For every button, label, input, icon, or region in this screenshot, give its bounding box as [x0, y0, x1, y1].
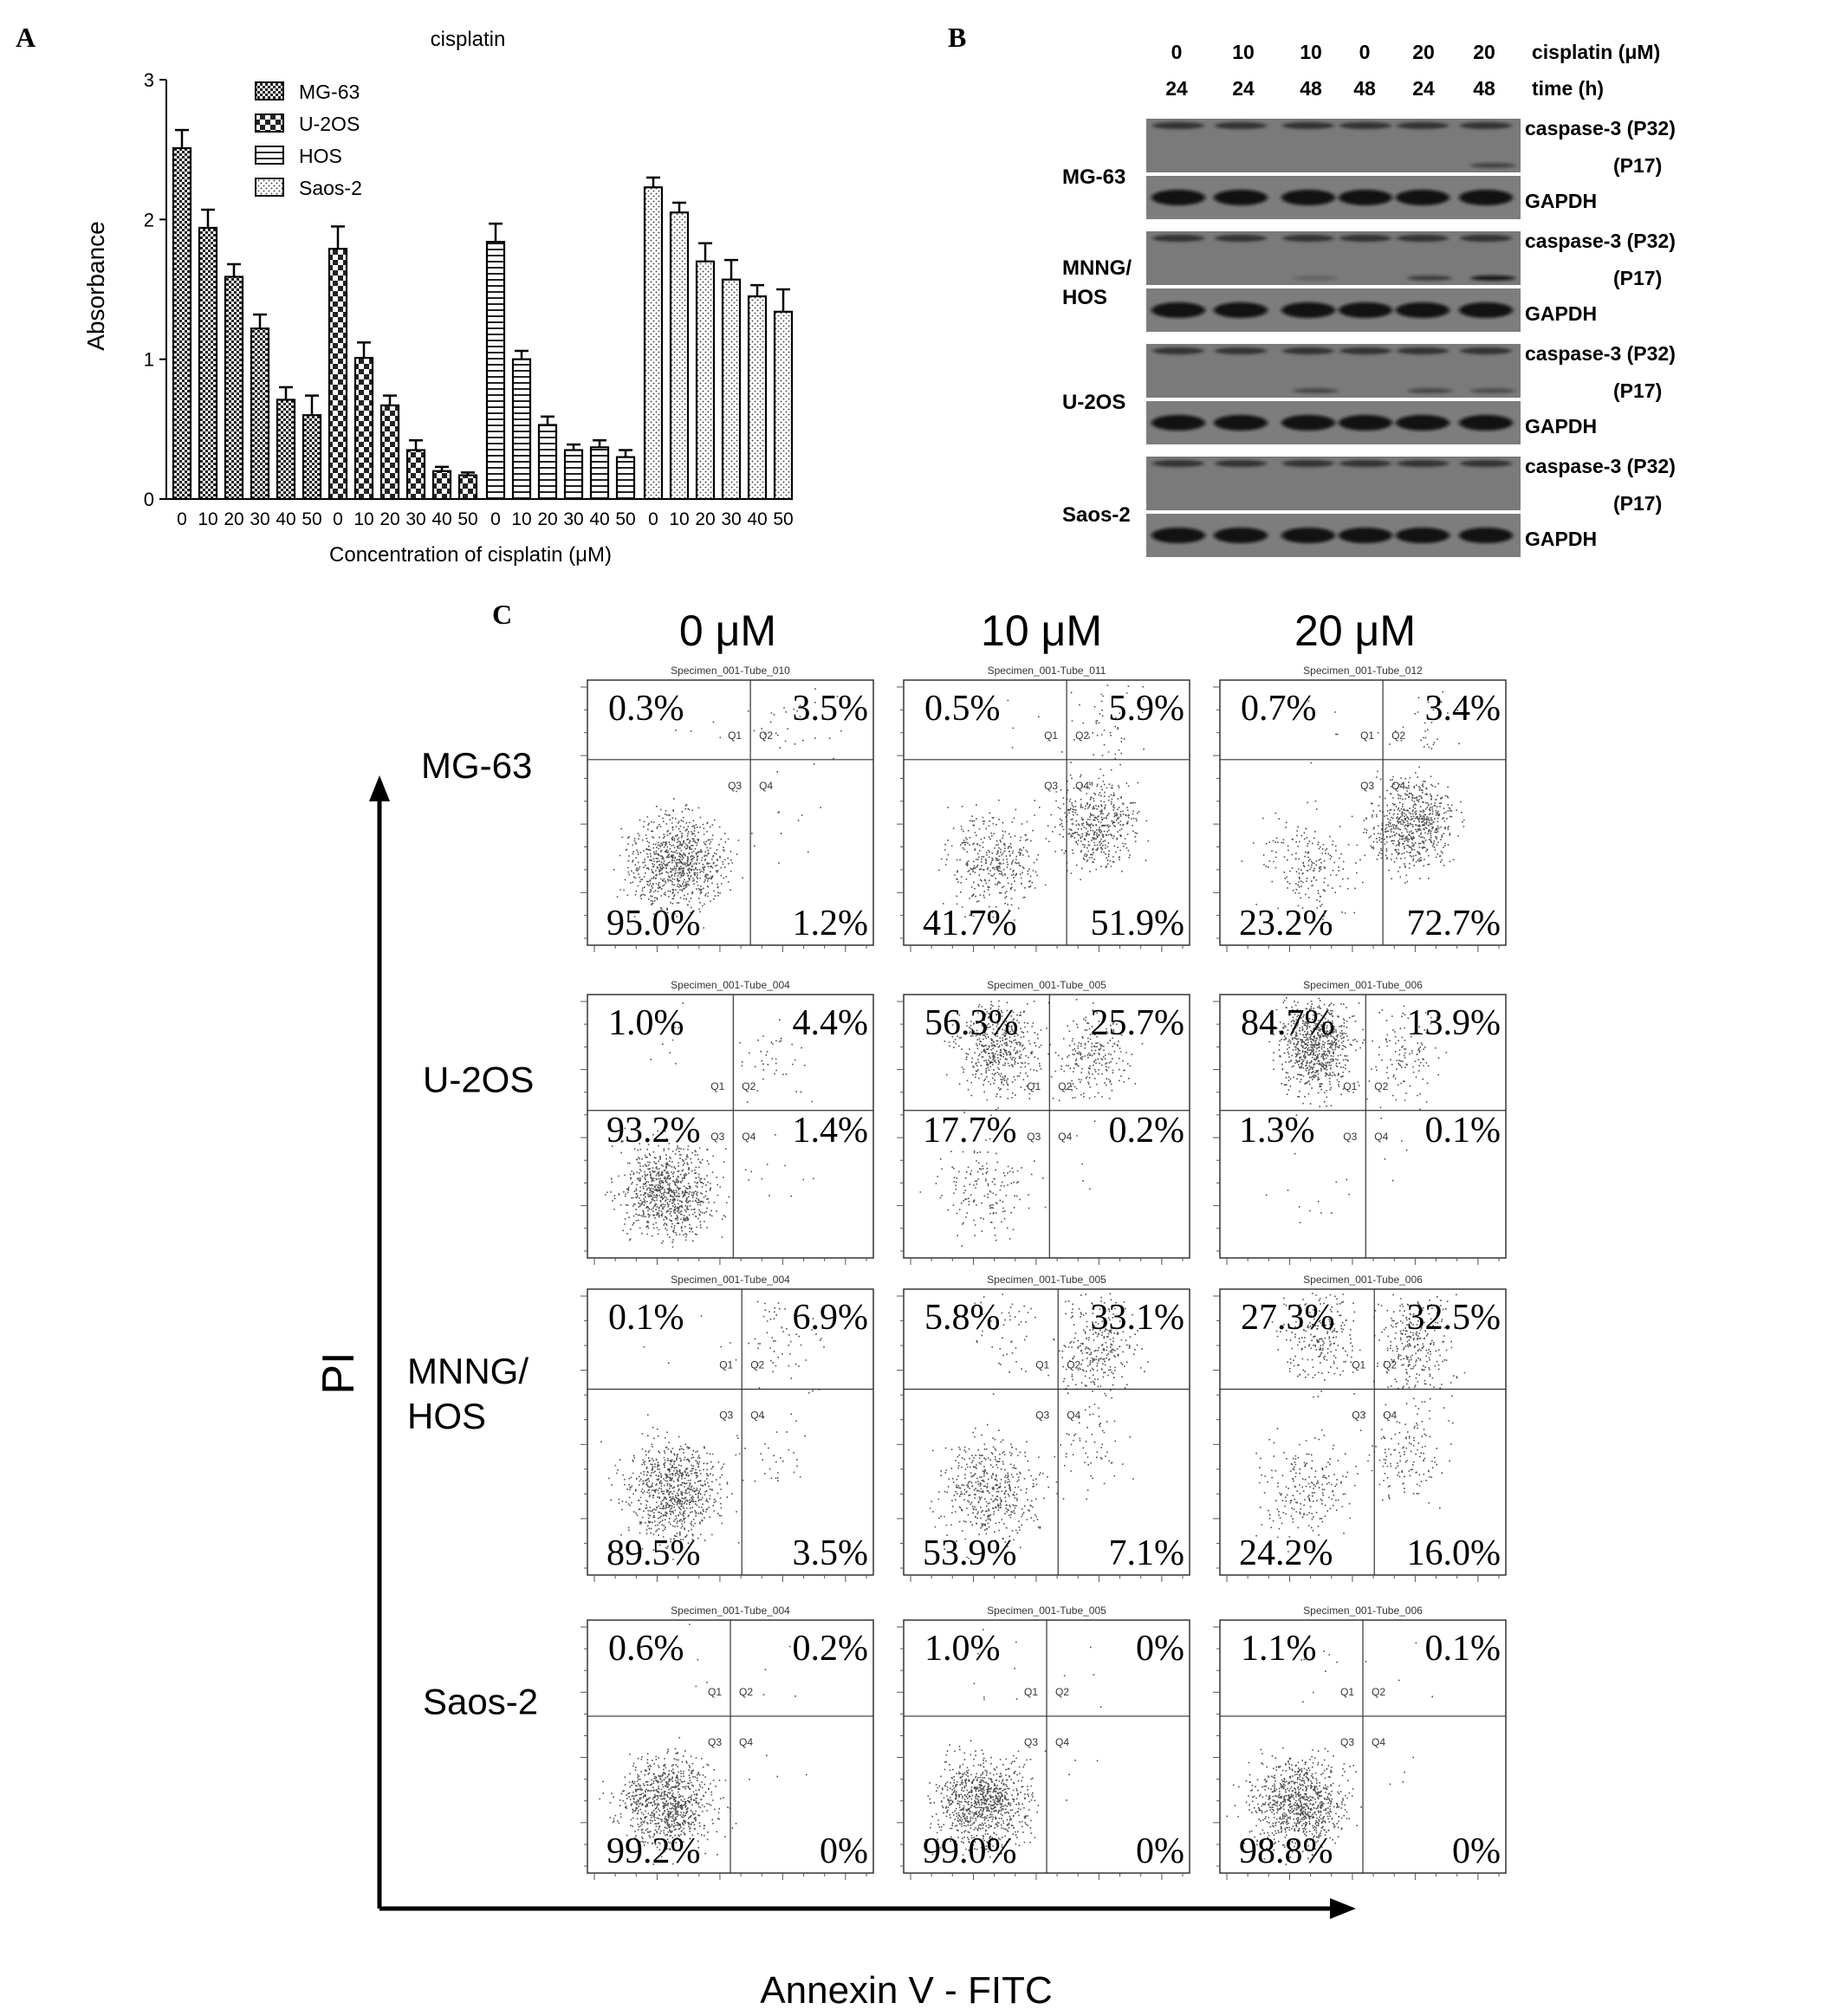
gapdh-band [1339, 415, 1392, 431]
gate-label: Q2 [1371, 1685, 1386, 1698]
gapdh-band [1281, 528, 1335, 543]
flow-plot [1213, 979, 1506, 1265]
x-tick-label: 40 [589, 509, 610, 529]
gate-label: Q1 [1044, 729, 1059, 742]
pi-axis-label: PI [314, 1352, 364, 1395]
gate-label: Q3 [1339, 1735, 1355, 1748]
bar [173, 148, 191, 499]
flow-row-1 [423, 979, 1506, 1265]
gate-label: Q2 [1374, 1079, 1389, 1092]
q4-percent: 16.0% [1406, 1533, 1501, 1573]
band-label-p17: (P17) [1613, 379, 1663, 402]
q4-percent: 1.4% [792, 1111, 868, 1151]
blot-header-value: 0 [1359, 41, 1371, 63]
p32-band [1215, 235, 1267, 242]
chart-title: cisplatin [430, 28, 506, 51]
p32-band [1152, 347, 1204, 354]
q1-percent: 0.1% [608, 1298, 684, 1338]
gapdh-band [1396, 528, 1450, 543]
x-tick-label: 30 [563, 509, 584, 529]
blot-header-label: cisplatin (μM) [1532, 41, 1661, 63]
q2-percent: 25.7% [1090, 1003, 1184, 1043]
legend-swatch [256, 82, 283, 100]
concentration-column-label: 20 μM [1294, 606, 1416, 655]
gate-label: Q4 [1075, 779, 1090, 792]
band-label-p32: caspase-3 (P32) [1525, 117, 1676, 139]
x-tick-label: 20 [537, 509, 558, 529]
bar [407, 451, 425, 499]
p17-band [1293, 275, 1338, 281]
gate-label: Q2 [1058, 1079, 1073, 1092]
gate-label: Q4 [759, 779, 774, 792]
tube-name: Specimen_001-Tube_004 [671, 1274, 790, 1286]
bar [277, 399, 295, 499]
bar [355, 358, 373, 499]
gate-label: Q3 [1027, 1130, 1041, 1143]
gate-label: Q2 [1067, 1358, 1081, 1371]
flow-plot [580, 664, 873, 952]
legend-entry: MG-63 [299, 81, 360, 103]
p32-band [1339, 235, 1391, 242]
p32-band [1282, 122, 1334, 129]
p17-band [1407, 388, 1452, 393]
p32-band [1397, 235, 1449, 242]
band-label-gapdh: GAPDH [1525, 415, 1598, 438]
blot-header-value: 10 [1232, 41, 1255, 63]
q1-percent: 0.3% [608, 689, 684, 729]
blot-cell-label: MG-63 [1062, 165, 1126, 189]
tube-name: Specimen_001-Tube_006 [1303, 1274, 1423, 1286]
gate-label: Q4 [1374, 1130, 1389, 1143]
gapdh-band [1459, 528, 1513, 543]
gate-label: Q3 [1360, 779, 1375, 792]
blot-header-value: 10 [1300, 41, 1322, 63]
flow-plot [1213, 664, 1506, 952]
tube-name: Specimen_001-Tube_010 [671, 664, 790, 677]
legend-entry: U-2OS [299, 113, 360, 135]
bar [671, 212, 688, 499]
gapdh-band [1214, 302, 1268, 318]
q3-percent: 98.8% [1239, 1831, 1333, 1871]
x-tick-label: 0 [333, 509, 343, 529]
p32-band [1152, 460, 1204, 467]
q3-percent: 41.7% [923, 904, 1017, 943]
band-label-p32: caspase-3 (P32) [1525, 455, 1676, 477]
blot-header-value: 48 [1473, 77, 1495, 100]
gate-label: Q1 [1027, 1079, 1041, 1092]
q3-percent: 93.2% [606, 1111, 701, 1151]
gate-label: Q1 [719, 1358, 734, 1371]
annexin-arrowhead-icon [1330, 1898, 1356, 1919]
flow-plot [580, 979, 873, 1265]
x-tick-label: 40 [747, 509, 768, 529]
p17-band [1407, 275, 1452, 281]
gate-label: Q4 [738, 1735, 754, 1748]
q1-percent: 0.5% [924, 689, 1001, 729]
q4-percent: 7.1% [1108, 1533, 1184, 1573]
x-tick-label: 50 [615, 509, 636, 529]
p32-band [1215, 347, 1267, 354]
gapdh-band [1396, 415, 1450, 431]
legend-swatch [256, 146, 283, 164]
bar-series-saos-2 [645, 178, 794, 529]
x-tick-label: 30 [721, 509, 742, 529]
p32-band [1215, 122, 1267, 129]
q2-percent: 32.5% [1406, 1298, 1501, 1338]
flow-plot [897, 1274, 1190, 1582]
flow-plot [897, 664, 1190, 952]
gapdh-band [1459, 302, 1513, 318]
tube-name: Specimen_001-Tube_005 [987, 1604, 1106, 1617]
x-tick-label: 30 [250, 509, 270, 529]
gapdh-band [1459, 190, 1513, 205]
gate-label: Q3 [710, 1130, 725, 1143]
gate-label: Q1 [1035, 1358, 1050, 1371]
bar-series-hos [487, 224, 636, 529]
p32-band [1460, 460, 1512, 467]
q4-percent: 3.5% [792, 1533, 868, 1573]
flow-plot [897, 1604, 1190, 1880]
gate-label: Q2 [750, 1358, 765, 1371]
p32-band [1215, 460, 1267, 467]
blot-group-2 [1062, 342, 1676, 444]
blot-header-value: 24 [1232, 77, 1255, 100]
q2-percent: 3.5% [792, 689, 868, 729]
concentration-column-label: 10 μM [981, 606, 1102, 655]
p17-band [1470, 163, 1515, 168]
gate-label: Q3 [1044, 779, 1059, 792]
q3-percent: 99.2% [606, 1831, 701, 1871]
flow-cell-label: MNNG/ [407, 1350, 529, 1391]
band-label-p32: caspase-3 (P32) [1525, 230, 1676, 252]
x-tick-label: 50 [457, 509, 478, 529]
blot-header-value: 24 [1165, 77, 1188, 100]
bar [303, 415, 321, 499]
bar [513, 360, 530, 499]
q4-percent: 0% [1136, 1831, 1184, 1871]
flow-row-2 [407, 1274, 1506, 1582]
q3-percent: 53.9% [923, 1533, 1017, 1573]
q4-percent: 0.2% [1108, 1111, 1184, 1151]
legend [256, 81, 362, 199]
blot-cell-label: HOS [1062, 286, 1108, 309]
gate-label: Q4 [1054, 1735, 1070, 1748]
blot-header-value: 20 [1473, 41, 1495, 63]
x-tick-label: 10 [198, 509, 218, 529]
tube-name: Specimen_001-Tube_005 [987, 979, 1106, 991]
bar [749, 296, 766, 499]
gapdh-band [1281, 190, 1335, 205]
gate-label: Q3 [1035, 1409, 1050, 1422]
annexin-axis-label: Annexin V - FITC [760, 1969, 1053, 2012]
bar [199, 228, 217, 499]
q2-percent: 13.9% [1406, 1003, 1501, 1043]
blot-group-0 [1062, 117, 1676, 219]
p32-band [1152, 122, 1204, 129]
p32-band [1397, 347, 1449, 354]
x-tick-label: 10 [353, 509, 374, 529]
flow-cell-label: U-2OS [423, 1059, 535, 1100]
blot-header-value: 20 [1412, 41, 1435, 63]
p17-band [1293, 388, 1338, 393]
p32-band [1282, 460, 1334, 467]
band-label-gapdh: GAPDH [1525, 190, 1598, 212]
q4-percent: 0% [1452, 1831, 1501, 1871]
flow-cell-label: MG-63 [421, 744, 533, 786]
bar [433, 471, 451, 499]
gapdh-band [1151, 528, 1205, 543]
y-tick-label: 1 [143, 348, 154, 371]
gate-label: Q4 [1371, 1735, 1386, 1748]
bar [459, 476, 477, 499]
bar [251, 328, 269, 499]
p32-band [1339, 460, 1391, 467]
gate-label: Q2 [1075, 729, 1090, 742]
gate-label: Q1 [1339, 1685, 1355, 1698]
concentration-column-label: 0 μM [678, 606, 777, 655]
gate-label: Q4 [1383, 1409, 1398, 1422]
x-tick-label: 0 [648, 509, 658, 529]
western-blot [1062, 41, 1676, 557]
q1-percent: 84.7% [1241, 1003, 1335, 1043]
tube-name: Specimen_001-Tube_006 [1303, 979, 1423, 991]
bar [539, 425, 556, 499]
bar [487, 242, 504, 499]
gate-label: Q1 [710, 1079, 725, 1092]
q3-percent: 24.2% [1239, 1533, 1333, 1573]
pi-arrowhead-icon [369, 775, 390, 801]
q3-percent: 17.7% [923, 1111, 1017, 1151]
x-tick-label: 50 [302, 509, 322, 529]
band-label-gapdh: GAPDH [1525, 302, 1598, 325]
gate-label: Q2 [738, 1685, 754, 1698]
gate-label: Q4 [750, 1409, 765, 1422]
gate-label: Q3 [719, 1409, 734, 1422]
flow-plot [1213, 1604, 1506, 1880]
x-tick-label: 10 [511, 509, 532, 529]
blot-header-value: 48 [1353, 77, 1376, 100]
q1-percent: 56.3% [924, 1003, 1019, 1043]
q4-percent: 0.1% [1424, 1111, 1501, 1151]
blot-header-value: 24 [1412, 77, 1435, 100]
gapdh-band [1214, 415, 1268, 431]
gapdh-band [1459, 415, 1513, 431]
blot-group-1 [1062, 230, 1676, 332]
x-tick-label: 40 [276, 509, 296, 529]
gapdh-band [1339, 190, 1392, 205]
gate-label: Q1 [1360, 729, 1375, 742]
q3-percent: 99.0% [923, 1831, 1017, 1871]
bar [381, 405, 399, 499]
q2-percent: 3.4% [1424, 689, 1501, 729]
p32-band [1460, 235, 1512, 242]
gapdh-band [1396, 190, 1450, 205]
q3-percent: 89.5% [606, 1533, 701, 1573]
x-tick-label: 20 [695, 509, 716, 529]
blot-header-value: 48 [1300, 77, 1322, 100]
y-tick-label: 0 [143, 489, 154, 510]
legend-entry: HOS [299, 145, 342, 167]
gate-label: Q2 [1383, 1358, 1398, 1371]
gate-label: Q4 [1058, 1130, 1073, 1143]
q3-percent: 1.3% [1239, 1111, 1315, 1151]
p32-band [1152, 235, 1204, 242]
q2-percent: 4.4% [792, 1003, 868, 1043]
blot-cell-label: U-2OS [1062, 391, 1126, 414]
tube-name: Specimen_001-Tube_004 [671, 1604, 790, 1617]
q2-percent: 6.9% [792, 1298, 868, 1338]
flow-row-3 [423, 1604, 1506, 1880]
legend-swatch [256, 178, 283, 196]
gate-label: Q4 [1391, 779, 1406, 792]
p32-band [1282, 347, 1334, 354]
p32-band [1397, 460, 1449, 467]
q2-percent: 0% [1136, 1629, 1184, 1669]
q3-percent: 95.0% [606, 904, 701, 943]
y-axis-label: Absorbance [82, 221, 109, 351]
p32-band [1460, 347, 1512, 354]
flow-row-0 [421, 664, 1506, 952]
bar [591, 447, 608, 499]
blot-group-3 [1062, 455, 1676, 557]
tube-name: Specimen_001-Tube_006 [1303, 1604, 1423, 1617]
gate-label: Q1 [1352, 1358, 1366, 1371]
gate-label: Q2 [1054, 1685, 1070, 1698]
x-tick-label: 20 [379, 509, 400, 529]
tube-name: Specimen_001-Tube_004 [671, 979, 790, 991]
p17-band [1470, 388, 1515, 393]
p32-band [1397, 122, 1449, 129]
gate-label: Q1 [728, 729, 743, 742]
bar [329, 249, 347, 499]
gapdh-band [1281, 415, 1335, 431]
q1-percent: 5.8% [924, 1298, 1001, 1338]
y-tick-label: 2 [143, 209, 154, 231]
gate-label: Q4 [742, 1130, 756, 1143]
bar-series-u-2os [329, 226, 478, 529]
gate-label: Q3 [1023, 1735, 1039, 1748]
gapdh-band [1151, 190, 1205, 205]
panel-label-b: B [948, 22, 967, 53]
bar [775, 312, 792, 499]
flow-plot [897, 979, 1190, 1265]
flow-plot [580, 1274, 873, 1582]
gapdh-band [1339, 302, 1392, 318]
q2-percent: 0.2% [792, 1629, 868, 1669]
y-tick-label: 3 [143, 69, 154, 91]
flow-plot [580, 1604, 873, 1880]
bar [225, 276, 243, 499]
x-tick-label: 20 [224, 509, 244, 529]
x-tick-label: 30 [405, 509, 426, 529]
q1-percent: 27.3% [1241, 1298, 1335, 1338]
flow-plot [1213, 1274, 1506, 1582]
gate-label: Q3 [1343, 1130, 1358, 1143]
q2-percent: 5.9% [1108, 689, 1184, 729]
tube-name: Specimen_001-Tube_011 [987, 664, 1106, 677]
q2-percent: 0.1% [1424, 1629, 1501, 1669]
tube-name: Specimen_001-Tube_012 [1303, 664, 1423, 677]
p32-band [1339, 347, 1391, 354]
gapdh-band [1214, 190, 1268, 205]
q4-percent: 0% [820, 1831, 868, 1871]
q1-percent: 1.0% [924, 1629, 1001, 1669]
gate-label: Q2 [759, 729, 774, 742]
gate-label: Q3 [728, 779, 743, 792]
flow-cell-label: HOS [407, 1395, 487, 1436]
x-axis-label: Concentration of cisplatin (μM) [329, 543, 612, 567]
x-tick-label: 50 [773, 509, 794, 529]
gate-label: Q2 [1391, 729, 1406, 742]
band-label-gapdh: GAPDH [1525, 528, 1598, 550]
blot-cell-label: MNNG/ [1062, 256, 1132, 280]
x-tick-label: 10 [669, 509, 690, 529]
panel-label-c: C [492, 599, 513, 630]
gate-label: Q1 [1023, 1685, 1039, 1698]
flow-cell-label: Saos-2 [423, 1681, 539, 1722]
q4-percent: 1.2% [792, 904, 868, 943]
band-label-p17: (P17) [1613, 154, 1663, 177]
p32-band [1460, 122, 1512, 129]
gapdh-band [1396, 302, 1450, 318]
bar [617, 457, 634, 499]
gapdh-band [1214, 528, 1268, 543]
blot-header-label: time (h) [1532, 77, 1605, 100]
gapdh-band [1151, 302, 1205, 318]
q1-percent: 1.1% [1241, 1629, 1317, 1669]
q1-percent: 1.0% [608, 1003, 684, 1043]
p32-band [1339, 122, 1391, 129]
x-tick-label: 0 [177, 509, 187, 529]
panel-label-a: A [16, 22, 36, 53]
bar-chart [82, 28, 794, 567]
p17-band [1470, 275, 1515, 281]
gate-label: Q3 [1352, 1409, 1366, 1422]
gate-label: Q4 [1067, 1409, 1081, 1422]
gate-label: Q2 [742, 1079, 756, 1092]
gapdh-band [1339, 528, 1392, 543]
x-tick-label: 0 [490, 509, 501, 529]
q2-percent: 33.1% [1090, 1298, 1184, 1338]
bar [565, 451, 582, 499]
blot-cell-label: Saos-2 [1062, 503, 1131, 527]
legend-swatch [256, 114, 283, 132]
q4-percent: 51.9% [1090, 904, 1184, 943]
gate-label: Q1 [707, 1685, 723, 1698]
q3-percent: 23.2% [1239, 904, 1333, 943]
q1-percent: 0.7% [1241, 689, 1317, 729]
legend-entry: Saos-2 [299, 177, 362, 199]
q1-percent: 0.6% [608, 1629, 684, 1669]
gate-label: Q3 [707, 1735, 723, 1748]
gapdh-band [1151, 415, 1205, 431]
bar [697, 262, 714, 499]
gapdh-band [1281, 302, 1335, 318]
p32-band [1282, 235, 1334, 242]
band-label-p17: (P17) [1613, 492, 1663, 515]
tube-name: Specimen_001-Tube_005 [987, 1274, 1106, 1286]
gate-label: Q1 [1343, 1079, 1358, 1092]
bar [723, 280, 740, 499]
band-label-p32: caspase-3 (P32) [1525, 342, 1676, 365]
blot-header-value: 0 [1171, 41, 1183, 63]
q4-percent: 72.7% [1406, 904, 1501, 943]
flow-cytometry-grid [314, 606, 1506, 2012]
x-tick-label: 40 [431, 509, 452, 529]
band-label-p17: (P17) [1613, 267, 1663, 289]
bar [645, 187, 662, 499]
